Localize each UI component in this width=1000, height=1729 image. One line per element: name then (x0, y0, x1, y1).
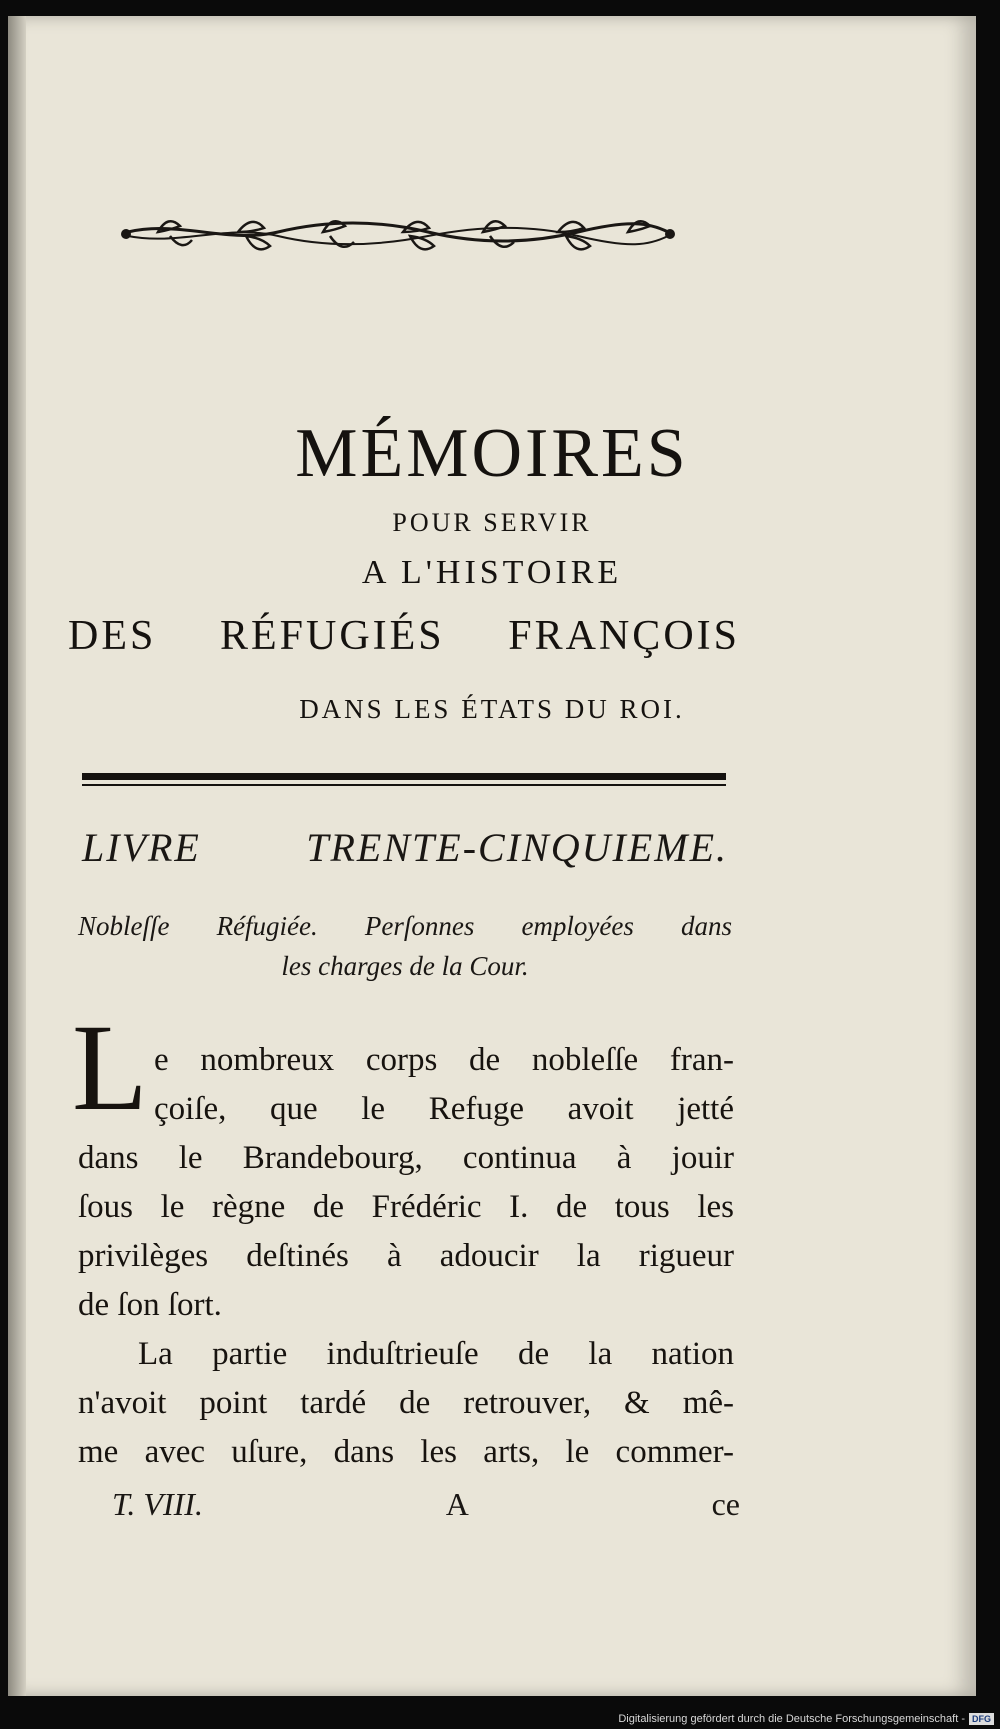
title-main: MÉMOIRES (295, 415, 689, 492)
catchword: ce (711, 1486, 740, 1522)
dfg-logo: DFG (969, 1713, 994, 1725)
divider-rule (82, 773, 726, 780)
title-line-1: POUR SERVIR (392, 508, 592, 537)
body-line: e nombreux corps de nobleſſe fran- (154, 1042, 734, 1078)
drop-cap: L (72, 999, 148, 1136)
credit-text: Digitalisierung gefördert durch die Deutsche Forschungsgemeinschaft - (618, 1713, 965, 1725)
body-text (72, 999, 734, 1477)
body-line: privilèges deſtinés à adoucir la rigueur (78, 1238, 734, 1274)
chapter-heading: LIVRE TRENTE-CINQUIEME. (82, 825, 728, 870)
divider-rule-thin (82, 784, 726, 786)
body-line: ſous le règne de Frédéric I. de tous les (78, 1189, 734, 1225)
digitization-credit (618, 1713, 994, 1725)
body-line: de ſon ſort. (78, 1287, 222, 1323)
page-gutter (8, 16, 26, 1696)
page-footer (112, 1486, 740, 1523)
summary-line-2: les charges de la Cour. (281, 951, 529, 981)
body-line: La partie induſtrieuſe de la nation (138, 1336, 734, 1372)
title-line-2: A L'HISTOIRE (361, 554, 623, 591)
body-line: dans le Brandebourg, continua à jouir (78, 1140, 734, 1176)
body-line: n'avoit point tardé de retrouver, & mê- (78, 1385, 734, 1421)
vine-ornament-icon (118, 202, 678, 262)
book-page (8, 16, 976, 1696)
summary-line-1: Nobleſſe Réfugiée. Perſonnes employées dans (78, 911, 732, 941)
volume-signature: T. VIII. (112, 1486, 203, 1522)
title-line-3: DES RÉFUGIÉS FRANÇOIS (68, 613, 740, 659)
body-line: me avec uſure, dans les arts, le commer- (78, 1434, 734, 1470)
gathering-mark: A (445, 1486, 469, 1522)
chapter-summary (78, 906, 732, 986)
title-line-4: DANS LES ÉTATS DU ROI. (299, 694, 685, 724)
body-line: çoiſe, que le Refuge avoit jetté (154, 1091, 734, 1127)
